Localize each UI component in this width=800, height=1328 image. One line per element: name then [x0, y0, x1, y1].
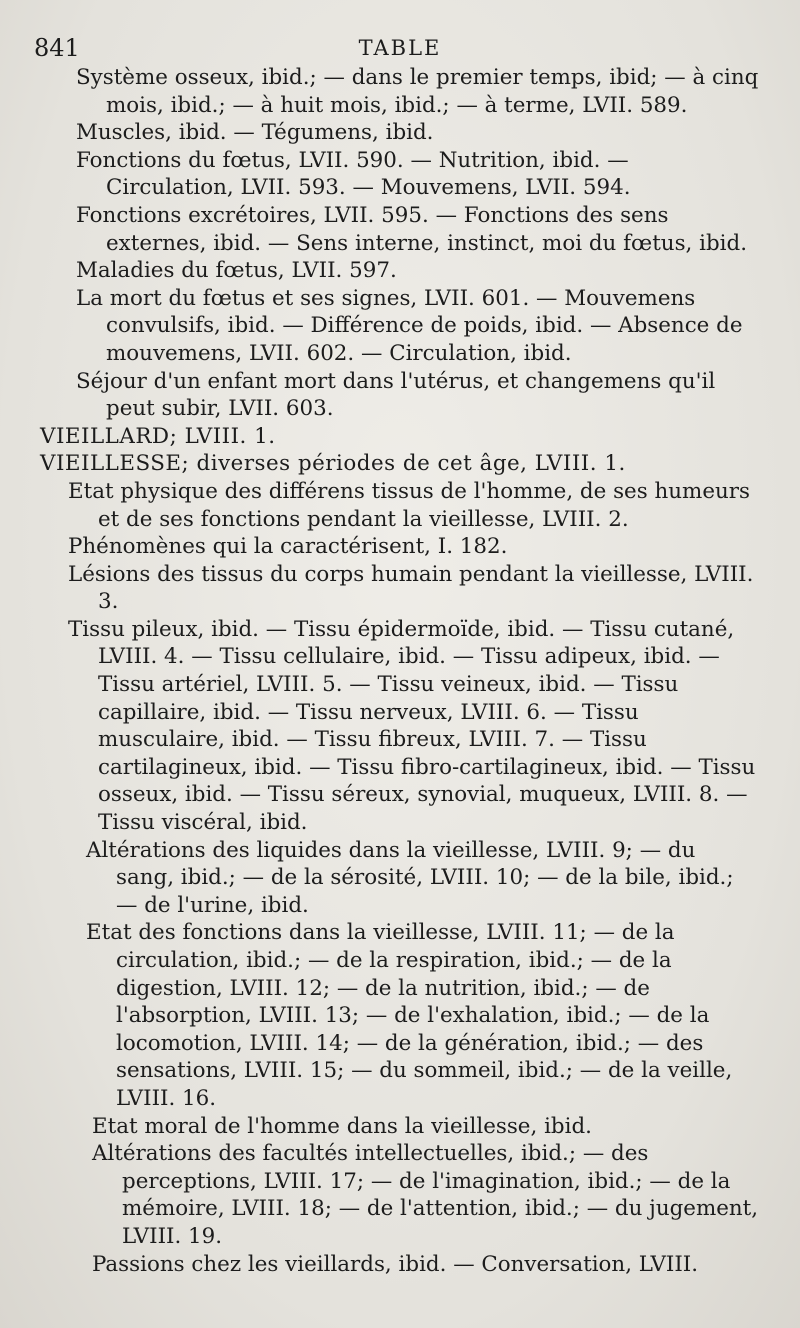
index-entry: Maladies du fœtus, LVII. 597. [76, 258, 397, 284]
index-entry: Fonctions excrétoires, LVII. 595. — Fonctions des sens externes, ibid. — Sens interne, instinct, moi du fœtus, ibid. [76, 202, 748, 256]
index-entry: Muscles, ibid. — Tégumens, ibid. [76, 120, 434, 146]
index-entry: Etat moral de l'homme dans la vieillesse, ibid. [92, 1113, 592, 1139]
index-entry: Système osseux, ibid.; — dans le premier temps, ibid; — à cinq mois, ibid.; — à huit mois, ibid.; — à terme, LVII. 589. [76, 65, 759, 118]
index-entry: La mort du fœtus et ses signes, LVII. 601. — Mouvemens convulsifs, ibid. — Différence de poids, ibid. — Absence de mouvemens, LVII. 602. — Circulation, ibid. [76, 285, 743, 366]
running-head: TABLE [358, 36, 442, 60]
page-number: 841 [34, 34, 80, 62]
index-entry: Fonctions du fœtus, LVII. 590. — Nutrition, ibid. — Circulation, LVII. 593. — Mouvemens, LVII. 594. [76, 147, 631, 201]
index-entry: Phénomènes qui la caractérisent, I. 182. [68, 534, 508, 560]
index-entry: Lésions des tissus du corps humain pendant la vieillesse, LVIII. 3. [68, 561, 754, 615]
index-entries [40, 64, 760, 1278]
index-entry: Etat physique des différens tissus de l'homme, de ses humeurs et de ses fonctions pendant la vieillesse, LVIII. 2. [68, 478, 750, 532]
index-entry: VIEILLESSE; diverses périodes de cet âge, LVIII. 1. [40, 451, 626, 477]
index-entry: VIEILLARD; LVIII. 1. [40, 423, 276, 449]
index-entry: Altérations des liquides dans la vieillesse, LVIII. 9; — du sang, ibid.; — de la sérosité, LVIII. 10; — de la bile, ibid.; — de l'urine, ibid. [86, 837, 734, 918]
page-header [34, 30, 760, 64]
index-entry: Séjour d'un enfant mort dans l'utérus, et changemens qu'il peut subir, LVII. 603. [76, 368, 716, 422]
index-entry: Altérations des facultés intellectuelles, ibid.; — des perceptions, LVIII. 17; — de l'imagination, ibid.; — de la mémoire, LVIII. 18; — de l'attention, ibid.; — du jugement, LVIII. 19. [92, 1141, 759, 1249]
index-entry: Passions chez les vieillards, ibid. — Conversation, LVIII. [92, 1251, 699, 1277]
index-entry: Etat des fonctions dans la vieillesse, LVIII. 11; — de la circulation, ibid.; — de la respiration, ibid.; — de la digestion, LVIII. 12; — de la nutrition, ibid.; — de l'absorption, LVIII. 13; — de l'exhalation, ibid.; — de la locomotion, LVIII. 14; — de la génération, ibid.; — des sensations, LVIII. 15; — du sommeil, ibid.; — de la veille, LVIII. 16. [86, 920, 733, 1111]
index-entry: Tissu pileux, ibid. — Tissu épidermoïde, ibid. — Tissu cutané, LVIII. 4. — Tissu cellulaire, ibid. — Tissu adipeux, ibid. — Tissu artériel, LVIII. 5. — Tissu veineux, ibid. — Tissu capillaire, ibid. — Tissu nerveux, LVIII. 6. — Tissu musculaire, ibid. — Tissu fibreux, LVIII. 7. — Tissu cartilagineux, ibid. — Tissu fibro-cartilagineux, ibid. — Tissu osseux, ibid. — Tissu séreux, synovial, muqueux, LVIII. 8. — Tissu viscéral, ibid. [68, 616, 756, 836]
